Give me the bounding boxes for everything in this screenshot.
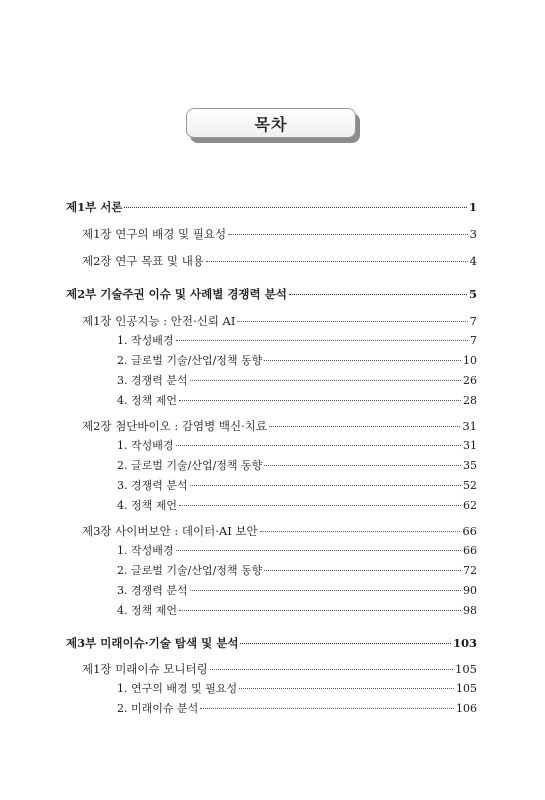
toc-entry-label: 제1장 미래이슈 모니터링 [82, 662, 208, 676]
toc-entry-label: 제3부 미래이슈·기술 탐색 및 분석 [66, 636, 239, 650]
toc-entry-part [66, 287, 477, 301]
toc-entry-page-number: 26 [463, 374, 477, 387]
toc-entry-sec [117, 702, 477, 716]
toc-entry-label: 3. 경쟁력 분석 [117, 479, 188, 492]
toc-entry-sec [117, 394, 477, 408]
toc-title: 목차 [186, 108, 356, 138]
toc-entry-page-number: 1 [468, 200, 477, 214]
toc-entry-chap [82, 314, 477, 328]
toc-entry-label: 1. 연구의 배경 및 필요성 [117, 682, 238, 695]
toc-entry-part [66, 200, 477, 214]
toc-entry-label: 4. 정책 제언 [117, 394, 177, 407]
dot-leader [264, 570, 461, 571]
toc-entry-sec [117, 682, 477, 696]
dot-leader [176, 340, 469, 341]
toc-entry-chap [82, 662, 477, 676]
dot-leader [228, 234, 468, 235]
toc-entry-page-number: 28 [463, 394, 477, 407]
toc-entry-label: 제3장 사이버보안 : 데이터·AI 보안 [82, 524, 258, 538]
toc-entry-label: 1. 작성배경 [117, 544, 174, 557]
toc-entry-page-number: 105 [455, 662, 477, 676]
toc-entry-label: 3. 경쟁력 분석 [117, 374, 188, 387]
toc-entry-page-number: 4 [469, 254, 477, 268]
toc-entry-chap [82, 419, 477, 433]
toc-entry-chap [82, 254, 477, 268]
toc-entry-part [66, 636, 477, 650]
dot-leader [206, 261, 468, 262]
toc-entry-page-number: 66 [462, 524, 477, 538]
toc-entry-label: 제2장 첨단바이오 : 감염병 백신·치료 [82, 419, 267, 433]
dot-leader [237, 321, 467, 322]
toc-entry-page-number: 66 [463, 544, 477, 557]
dot-leader [269, 426, 460, 427]
dot-leader [264, 465, 461, 466]
toc-entry-sec [117, 499, 477, 513]
toc-entry-label: 제1장 연구의 배경 및 필요성 [82, 227, 227, 241]
toc-entry-page-number: 103 [452, 636, 477, 650]
toc-entry-page-number: 90 [463, 584, 477, 597]
toc-entry-label: 2. 글로벌 기술/산업/정책 동향 [117, 564, 263, 577]
toc-entry-page-number: 35 [463, 459, 477, 472]
dot-leader [190, 590, 461, 591]
dot-leader [260, 531, 461, 532]
dot-leader [124, 207, 467, 208]
dot-leader [264, 360, 461, 361]
toc-entry-label: 2. 미래이슈 분석 [117, 702, 199, 715]
dot-leader [190, 380, 461, 381]
toc-entry-label: 4. 정책 제언 [117, 499, 177, 512]
toc-entry-page-number: 106 [456, 702, 477, 715]
toc-entry-label: 제2부 기술주권 이슈 및 사례별 경쟁력 분석 [66, 287, 287, 301]
toc-entry-page-number: 5 [468, 287, 477, 301]
dot-leader [289, 294, 467, 295]
toc-entry-label: 1. 작성배경 [117, 334, 174, 347]
toc-entry-chap [82, 227, 477, 241]
toc-entry-label: 2. 글로벌 기술/산업/정책 동향 [117, 354, 263, 367]
dot-leader [179, 505, 461, 506]
toc-entry-page-number: 10 [463, 354, 477, 367]
toc-entry-page-number: 7 [470, 334, 477, 347]
toc-entry-page-number: 98 [463, 604, 477, 617]
toc-title-box [186, 108, 362, 146]
toc-entry-sec [117, 544, 477, 558]
toc-entry-label: 4. 정책 제언 [117, 604, 177, 617]
toc-entry-page-number: 31 [463, 439, 477, 452]
toc-entry-page-number: 105 [456, 682, 477, 695]
dot-leader [190, 485, 461, 486]
toc-entry-page-number: 3 [469, 227, 477, 241]
toc-entry-label: 제1장 인공지능 : 안전·신뢰 AI [82, 314, 236, 328]
dot-leader [179, 610, 461, 611]
toc-entry-label: 3. 경쟁력 분석 [117, 584, 188, 597]
toc-entry-label: 제1부 서론 [66, 200, 123, 214]
toc-entry-page-number: 31 [462, 419, 477, 433]
toc-entry-sec [117, 584, 477, 598]
toc-entry-sec [117, 479, 477, 493]
dot-leader [200, 708, 454, 709]
toc-entry-label: 2. 글로벌 기술/산업/정책 동향 [117, 459, 263, 472]
toc-entry-page-number: 62 [463, 499, 477, 512]
toc-entry-sec [117, 459, 477, 473]
toc-entry-sec [117, 564, 477, 578]
toc-entry-sec [117, 439, 477, 453]
toc-entry-label: 제2장 연구 목표 및 내용 [82, 254, 204, 268]
toc-entry-page-number: 7 [469, 314, 477, 328]
toc-entry-sec [117, 334, 477, 348]
toc-entry-page-number: 72 [463, 564, 477, 577]
dot-leader [239, 688, 454, 689]
dot-leader [179, 400, 461, 401]
toc-entry-label: 1. 작성배경 [117, 439, 174, 452]
toc-entry-sec [117, 374, 477, 388]
toc-entry-sec [117, 354, 477, 368]
toc-entry-page-number: 52 [463, 479, 477, 492]
dot-leader [176, 550, 462, 551]
dot-leader [240, 643, 451, 644]
dot-leader [210, 669, 453, 670]
toc-entry-sec [117, 604, 477, 618]
toc-entry-chap [82, 524, 477, 538]
dot-leader [176, 445, 462, 446]
